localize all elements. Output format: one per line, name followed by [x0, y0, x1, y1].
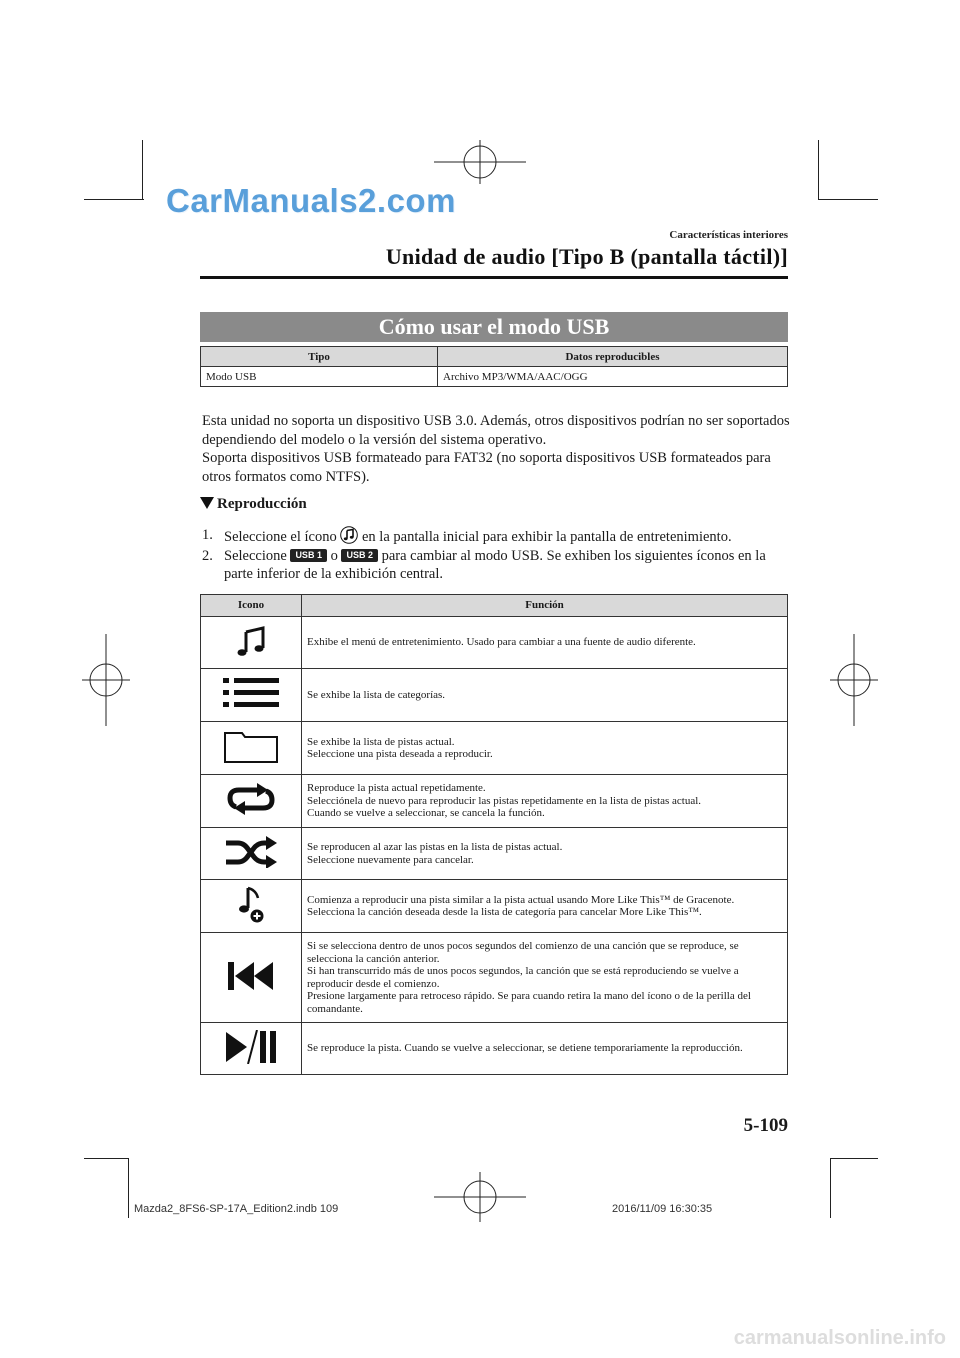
table-row: [201, 933, 788, 1023]
intro-paragraph: Soporta dispositivos USB formateado para FAT32 (no soporta dispositivos USB formateados para otros formatos como NTFS).: [202, 450, 771, 485]
footer-file: Mazda2_8FS6-SP-17A_Edition2.indb 109: [134, 1203, 339, 1215]
function-text: Se exhibe la lista de categorías.: [307, 688, 446, 701]
function-text: Cuando se vuelve a seleccionar, se cancela la función.: [307, 807, 545, 820]
function-text: Si se selecciona dentro de unos pocos segundos del comienzo de una canción que se reproduce, se selecciona la canción anterior.: [307, 940, 739, 965]
table-row: [201, 880, 788, 933]
table-header: Icono: [201, 595, 302, 617]
page-title: Unidad de audio [Tipo B (pantalla táctil)]: [385, 244, 788, 269]
list-item: 1. Seleccione el ícono en la pantalla inicial para exhibir la pantalla de entretenimiento.: [202, 527, 732, 545]
shuffle-icon: [224, 836, 278, 868]
triangle-icon: [200, 497, 214, 509]
previous-track-icon: [228, 961, 274, 991]
function-text: Seleccione nuevamente para cancelar.: [307, 853, 474, 866]
section-label: Características interiores: [669, 229, 788, 241]
table-row: [201, 1023, 788, 1075]
list-item: 2. Seleccione USB 1 o USB 2 para cambiar al modo USB. Se exhiben los siguientes íconos en la parte inferior de la exhibición central.: [202, 547, 766, 582]
folder-icon: [224, 729, 278, 763]
watermark-logo: CarManuals2.com: [166, 182, 456, 219]
table-header: Tipo: [201, 347, 438, 367]
registration-mark-right: [830, 634, 878, 726]
function-text: Selecciónela de nuevo para reproducir las pistas repetidamente en la lista de pistas actual.: [307, 794, 702, 807]
table-row: [201, 617, 788, 669]
registration-mark-bottom: [434, 1172, 526, 1222]
function-text: Reproduce la pista actual repetidamente.: [307, 782, 486, 795]
table-header: Función: [302, 595, 788, 617]
table-row: [201, 828, 788, 880]
table-cell: Archivo MP3/WMA/AAC/OGG: [438, 367, 788, 387]
page-number: 5-109: [743, 1115, 788, 1136]
function-text: Exhibe el menú de entretenimiento. Usado para cambiar a una fuente de audio diferente.: [307, 636, 696, 649]
table-row: [201, 775, 788, 828]
function-text: Se reproducen al azar las pistas en la lista de pistas actual.: [307, 841, 563, 853]
heading-rule: [200, 276, 788, 279]
usb1-button-icon: USB 1: [290, 549, 327, 562]
function-text: Si han transcurrido más de unos pocos segundos, la canción que se está reproduciendo se vuelve a reproducir desde el comienzo.: [307, 965, 739, 990]
table-row: [201, 669, 788, 722]
list-icon: [223, 676, 279, 710]
icon-table: [200, 594, 788, 1075]
more-like-this-icon: [236, 884, 266, 924]
footer-timestamp: 2016/11/09 16:30:35: [612, 1203, 713, 1215]
function-text: Selecciona la canción deseada desde la lista de categoría para cancelar More Like This™.: [307, 906, 702, 918]
table-row: [201, 722, 788, 775]
table-row: [201, 367, 788, 387]
function-text: Seleccione una pista deseada a reproducir.: [307, 748, 493, 760]
function-text: Se exhibe la lista de pistas actual.: [307, 735, 455, 748]
repeat-icon: [226, 783, 276, 815]
function-text: Comienza a reproducir una pista similar a la pista actual usando More Like This™ de Gracenote.: [307, 893, 735, 906]
table-header: Datos reproducibles: [438, 347, 788, 367]
intro-paragraph: Esta unidad no soporta un dispositivo USB 3.0. Además, otros dispositivos podrían no ser soportados dependiendo del modelo o la versión del sistema operativo.: [202, 413, 790, 448]
play-pause-icon: [226, 1030, 276, 1064]
intro-text: [202, 412, 792, 486]
music-note-icon: [340, 526, 358, 544]
registration-mark-top: [434, 140, 526, 184]
section-banner: Cómo usar el modo USB: [200, 312, 788, 342]
usb2-button-icon: USB 2: [341, 549, 378, 562]
function-text: Se reproduce la pista. Cuando se vuelve a seleccionar, se detiene temporariamente la reproducción.: [307, 1042, 743, 1055]
format-table: [200, 346, 788, 387]
table-cell: Modo USB: [201, 367, 438, 387]
site-watermark: carmanualsonline.info: [733, 1327, 946, 1349]
steps-list: [202, 526, 792, 584]
subheading: Reproducción: [200, 496, 307, 513]
function-text: Presione largamente para retroceso rápido. Se para cuando retira la mano del ícono o de la perilla del comandante.: [307, 990, 751, 1015]
registration-mark-left: [82, 634, 130, 726]
music-note-icon: [234, 624, 268, 658]
